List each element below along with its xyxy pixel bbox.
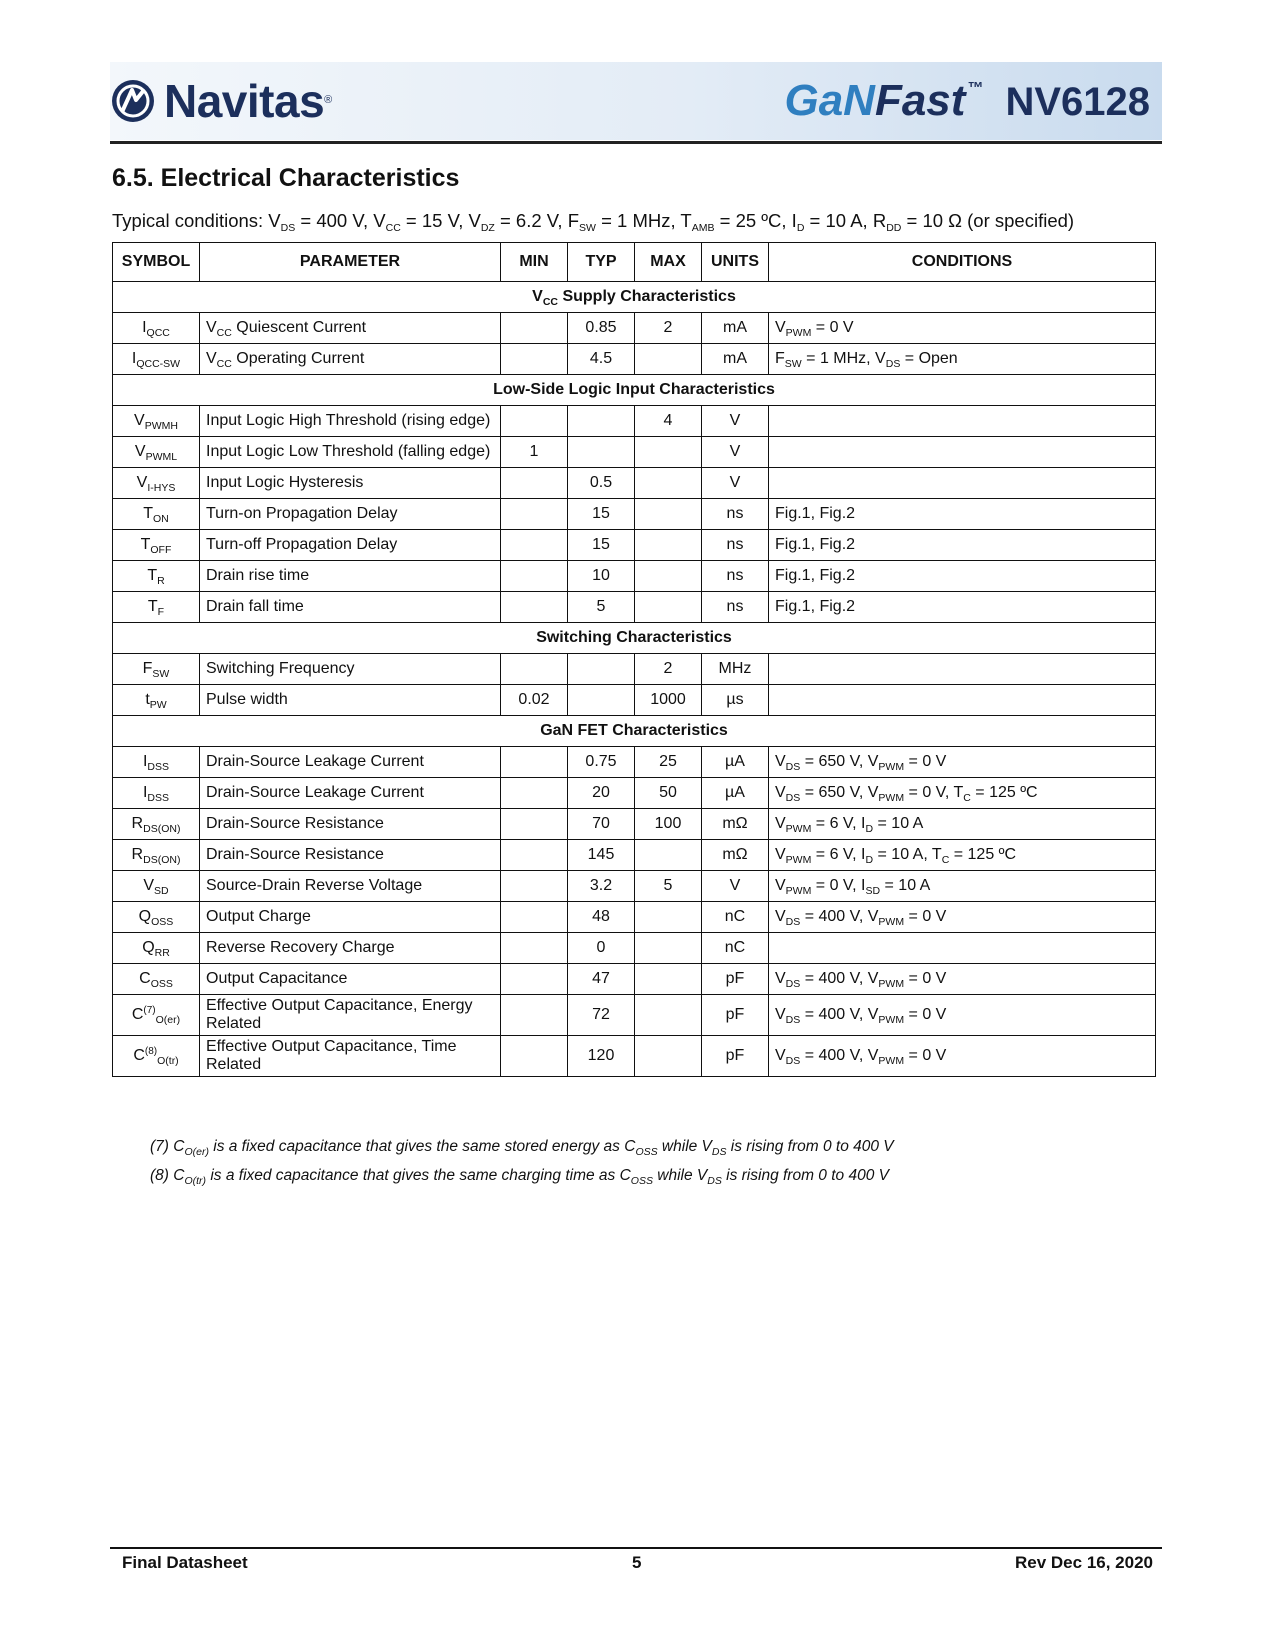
- brand-fast: Fast: [874, 76, 966, 125]
- cell-conditions: $V_{PWM} = 6$ V, $I_D = 10$ A, $T_C = 125$ ºC: [769, 840, 1156, 871]
- cell-max: [635, 964, 702, 995]
- header-max: MAX: [635, 243, 702, 282]
- cell-min: [501, 592, 568, 623]
- table-row: [113, 561, 1156, 592]
- cell-min: [501, 933, 568, 964]
- cell-parameter: Drain-Source Leakage Current: [200, 747, 501, 778]
- cell-min: [501, 778, 568, 809]
- cell-units: nC: [702, 933, 769, 964]
- cell-max: [635, 437, 702, 468]
- cell-typ: [568, 654, 635, 685]
- cell-parameter: Drain rise time: [200, 561, 501, 592]
- cell-symbol: $T_F$: [113, 592, 200, 623]
- cell-parameter: $V_{CC}$ Quiescent Current: [200, 313, 501, 344]
- cell-typ: 15: [568, 499, 635, 530]
- cell-units: µs: [702, 685, 769, 716]
- cell-symbol: $t_{PW}$: [113, 685, 200, 716]
- cell-min: [501, 406, 568, 437]
- cell-typ: 20: [568, 778, 635, 809]
- cell-typ: 120: [568, 1036, 635, 1077]
- cell-min: [501, 1036, 568, 1077]
- footnotes: [150, 1132, 894, 1190]
- section-title: 6.5. Electrical Characteristics: [112, 164, 460, 192]
- cell-typ: [568, 685, 635, 716]
- table-row: [113, 313, 1156, 344]
- table-row: [113, 468, 1156, 499]
- cell-conditions: $V_{DS} = 400$ V, $V_{PWM} = 0$ V: [769, 1036, 1156, 1077]
- cell-symbol: $V_{PWMH}$: [113, 406, 200, 437]
- cell-min: 1: [501, 437, 568, 468]
- cell-conditions: [769, 468, 1156, 499]
- table-row: [113, 344, 1156, 375]
- table-row: [113, 871, 1156, 902]
- cell-parameter: Drain-Source Resistance: [200, 809, 501, 840]
- cell-conditions: $V_{PWM} = 0$ V: [769, 313, 1156, 344]
- table-row: [113, 933, 1156, 964]
- cell-max: [635, 530, 702, 561]
- cell-units: pF: [702, 964, 769, 995]
- cell-symbol: $I_{QCC-SW}$: [113, 344, 200, 375]
- cell-parameter: $V_{CC}$ Operating Current: [200, 344, 501, 375]
- cell-symbol: $R_{DS(ON)}$: [113, 840, 200, 871]
- navitas-logo-icon: [110, 78, 156, 124]
- table-row: [113, 406, 1156, 437]
- table-row: [113, 778, 1156, 809]
- cell-units: ns: [702, 561, 769, 592]
- cell-typ: 0.5: [568, 468, 635, 499]
- header-symbol: SYMBOL: [113, 243, 200, 282]
- cell-max: 4: [635, 406, 702, 437]
- cell-conditions: [769, 406, 1156, 437]
- cell-typ: [568, 437, 635, 468]
- table-row: [113, 685, 1156, 716]
- table-row: [113, 902, 1156, 933]
- cell-symbol: $F_{SW}$: [113, 654, 200, 685]
- table-row: [113, 530, 1156, 561]
- header-typ: TYP: [568, 243, 635, 282]
- cell-typ: 0: [568, 933, 635, 964]
- cell-units: V: [702, 406, 769, 437]
- cell-units: V: [702, 871, 769, 902]
- cell-typ: 72: [568, 995, 635, 1036]
- brand-tm: ™: [967, 80, 984, 97]
- cell-symbol: $Q_{RR}$: [113, 933, 200, 964]
- cell-parameter: Input Logic High Threshold (rising edge): [200, 406, 501, 437]
- cell-conditions: $V_{DS} = 650$ V, $V_{PWM} = 0$ V, $T_C = 125$ ºC: [769, 778, 1156, 809]
- cell-units: pF: [702, 1036, 769, 1077]
- cell-typ: 0.75: [568, 747, 635, 778]
- navitas-logo: [110, 74, 332, 128]
- cell-max: 25: [635, 747, 702, 778]
- cell-min: [501, 654, 568, 685]
- cell-parameter: Switching Frequency: [200, 654, 501, 685]
- table-row: [113, 1036, 1156, 1077]
- cell-parameter: Effective Output Capacitance, Energy Related: [200, 995, 501, 1036]
- cell-parameter: Turn-off Propagation Delay: [200, 530, 501, 561]
- cell-units: nC: [702, 902, 769, 933]
- cell-typ: 10: [568, 561, 635, 592]
- brand-gan: GaN: [784, 76, 875, 125]
- cell-min: 0.02: [501, 685, 568, 716]
- cell-units: mΩ: [702, 840, 769, 871]
- cell-parameter: Drain-Source Leakage Current: [200, 778, 501, 809]
- cell-typ: 70: [568, 809, 635, 840]
- cell-units: ns: [702, 499, 769, 530]
- table-row: [113, 592, 1156, 623]
- cell-symbol: $C^{(8)}_{O(tr)}$: [113, 1036, 200, 1077]
- cell-min: [501, 964, 568, 995]
- cell-min: [501, 902, 568, 933]
- footer-doc-status: Final Datasheet: [122, 1553, 248, 1572]
- cell-max: [635, 902, 702, 933]
- cell-conditions: $V_{DS} = 400$ V, $V_{PWM} = 0$ V: [769, 902, 1156, 933]
- header-conditions: CONDITIONS: [769, 243, 1156, 282]
- cell-symbol: $I_{DSS}$: [113, 747, 200, 778]
- cell-conditions: $V_{DS} = 650$ V, $V_{PWM} = 0$ V: [769, 747, 1156, 778]
- cell-units: MHz: [702, 654, 769, 685]
- cell-max: 100: [635, 809, 702, 840]
- cell-symbol: $V_{PWML}$: [113, 437, 200, 468]
- cell-conditions: $V_{PWM} = 6$ V, $I_D = 10$ A: [769, 809, 1156, 840]
- cell-conditions: Fig.1, Fig.2: [769, 561, 1156, 592]
- cell-max: [635, 840, 702, 871]
- cell-parameter: Reverse Recovery Charge: [200, 933, 501, 964]
- cell-units: mΩ: [702, 809, 769, 840]
- cell-conditions: Fig.1, Fig.2: [769, 530, 1156, 561]
- cell-min: [501, 468, 568, 499]
- header-rule: [110, 141, 1162, 144]
- cell-symbol: $T_{ON}$: [113, 499, 200, 530]
- typical-conditions: Typical conditions: $V_{DS} = 400$ V, $V_{CC} = 15$ V, $V_{DZ} = 6.2$ V, $F_{SW} = 1$ MHz, $T_{AMB} = 25$ ºC, $I_D = 10$ A, $R_{DD} = 10$ Ω (or specified): [112, 210, 1075, 234]
- cell-units: mA: [702, 344, 769, 375]
- cell-symbol: $T_R$: [113, 561, 200, 592]
- cell-units: V: [702, 468, 769, 499]
- section-vcc-supply: $V_{CC}$ Supply Characteristics: [113, 282, 1156, 313]
- cell-typ: 48: [568, 902, 635, 933]
- footnote-7: (7) $C_{O(er)}$ is a fixed capacitance that gives the same stored energy as $C_{OSS}$ while $V_{DS}$ is rising from 0 to 400 V: [150, 1138, 894, 1158]
- cell-max: [635, 592, 702, 623]
- table-row: [113, 437, 1156, 468]
- cell-parameter: Output Capacitance: [200, 964, 501, 995]
- cell-units: pF: [702, 995, 769, 1036]
- cell-parameter: Input Logic Low Threshold (falling edge): [200, 437, 501, 468]
- cell-min: [501, 840, 568, 871]
- cell-symbol: $V_{I-HYS}$: [113, 468, 200, 499]
- cell-typ: 47: [568, 964, 635, 995]
- footer-page-number: 5: [632, 1553, 642, 1572]
- section-row: [113, 375, 1156, 406]
- cell-max: 5: [635, 871, 702, 902]
- cell-parameter: Effective Output Capacitance, Time Related: [200, 1036, 501, 1077]
- cell-parameter: Source-Drain Reverse Voltage: [200, 871, 501, 902]
- section-row: [113, 282, 1156, 313]
- cell-conditions: $V_{PWM} = 0$ V, $I_{SD} = 10$ A: [769, 871, 1156, 902]
- cell-units: mA: [702, 313, 769, 344]
- section-logic-input: Low-Side Logic Input Characteristics: [113, 375, 1156, 406]
- table-row: [113, 995, 1156, 1036]
- cell-conditions: [769, 654, 1156, 685]
- cell-max: [635, 1036, 702, 1077]
- cell-min: [501, 871, 568, 902]
- cell-units: µA: [702, 747, 769, 778]
- header-parameter: PARAMETER: [200, 243, 501, 282]
- cell-conditions: [769, 685, 1156, 716]
- cell-symbol: $R_{DS(ON)}$: [113, 809, 200, 840]
- cell-max: [635, 344, 702, 375]
- cell-typ: 15: [568, 530, 635, 561]
- section-switching: Switching Characteristics: [113, 623, 1156, 654]
- cell-min: [501, 344, 568, 375]
- cell-min: [501, 809, 568, 840]
- cell-symbol: $T_{OFF}$: [113, 530, 200, 561]
- cell-max: [635, 561, 702, 592]
- cell-conditions: $F_{SW} = 1$ MHz, $V_{DS}$ = Open: [769, 344, 1156, 375]
- cell-conditions: [769, 933, 1156, 964]
- cell-symbol: $V_{SD}$: [113, 871, 200, 902]
- cell-symbol: $I_{DSS}$: [113, 778, 200, 809]
- footer-rule: [110, 1547, 1162, 1549]
- cell-typ: 3.2: [568, 871, 635, 902]
- cell-symbol: $Q_{OSS}$: [113, 902, 200, 933]
- cell-min: [501, 530, 568, 561]
- cell-max: 2: [635, 313, 702, 344]
- cell-conditions: $V_{DS} = 400$ V, $V_{PWM} = 0$ V: [769, 995, 1156, 1036]
- cell-min: [501, 747, 568, 778]
- logo-reg-mark: ®: [324, 94, 333, 106]
- cell-max: [635, 933, 702, 964]
- cell-max: [635, 499, 702, 530]
- cell-typ: 5: [568, 592, 635, 623]
- table-row: [113, 840, 1156, 871]
- cell-units: µA: [702, 778, 769, 809]
- cell-typ: [568, 406, 635, 437]
- cell-parameter: Output Charge: [200, 902, 501, 933]
- cell-conditions: Fig.1, Fig.2: [769, 592, 1156, 623]
- footer-revision: Rev Dec 16, 2020: [1015, 1553, 1153, 1572]
- cell-max: [635, 468, 702, 499]
- cell-typ: 145: [568, 840, 635, 871]
- electrical-characteristics-table: [112, 242, 1156, 1077]
- cell-min: [501, 995, 568, 1036]
- cell-typ: 4.5: [568, 344, 635, 375]
- cell-units: ns: [702, 592, 769, 623]
- cell-parameter: Input Logic Hysteresis: [200, 468, 501, 499]
- cell-parameter: Pulse width: [200, 685, 501, 716]
- ganfast-brand: [784, 76, 1150, 126]
- cell-symbol: $C^{(7)}_{O(er)}$: [113, 995, 200, 1036]
- cell-min: [501, 561, 568, 592]
- header-units: UNITS: [702, 243, 769, 282]
- section-gan-fet: GaN FET Characteristics: [113, 716, 1156, 747]
- table-row: [113, 964, 1156, 995]
- cell-min: [501, 499, 568, 530]
- cell-symbol: $C_{OSS}$: [113, 964, 200, 995]
- cell-symbol: $I_{QCC}$: [113, 313, 200, 344]
- logo-text: Navitas: [164, 75, 325, 127]
- part-number: NV6128: [1005, 80, 1150, 124]
- section-row: [113, 623, 1156, 654]
- cell-parameter: Turn-on Propagation Delay: [200, 499, 501, 530]
- cell-units: V: [702, 437, 769, 468]
- cell-conditions: $V_{DS} = 400$ V, $V_{PWM} = 0$ V: [769, 964, 1156, 995]
- cell-conditions: Fig.1, Fig.2: [769, 499, 1156, 530]
- cell-conditions: [769, 437, 1156, 468]
- footnote-8: (8) $C_{O(tr)}$ is a fixed capacitance that gives the same charging time as $C_{OSS}$ while $V_{DS}$ is rising from 0 to 400 V: [150, 1167, 889, 1187]
- header-min: MIN: [501, 243, 568, 282]
- cell-max: [635, 995, 702, 1036]
- table-row: [113, 809, 1156, 840]
- table-row: [113, 747, 1156, 778]
- cell-typ: 0.85: [568, 313, 635, 344]
- section-row: [113, 716, 1156, 747]
- cell-units: ns: [702, 530, 769, 561]
- table-row: [113, 654, 1156, 685]
- cell-max: 50: [635, 778, 702, 809]
- table-header-row: [113, 243, 1156, 282]
- cell-parameter: Drain fall time: [200, 592, 501, 623]
- cell-max: 1000: [635, 685, 702, 716]
- cell-parameter: Drain-Source Resistance: [200, 840, 501, 871]
- cell-min: [501, 313, 568, 344]
- cell-max: 2: [635, 654, 702, 685]
- table-row: [113, 499, 1156, 530]
